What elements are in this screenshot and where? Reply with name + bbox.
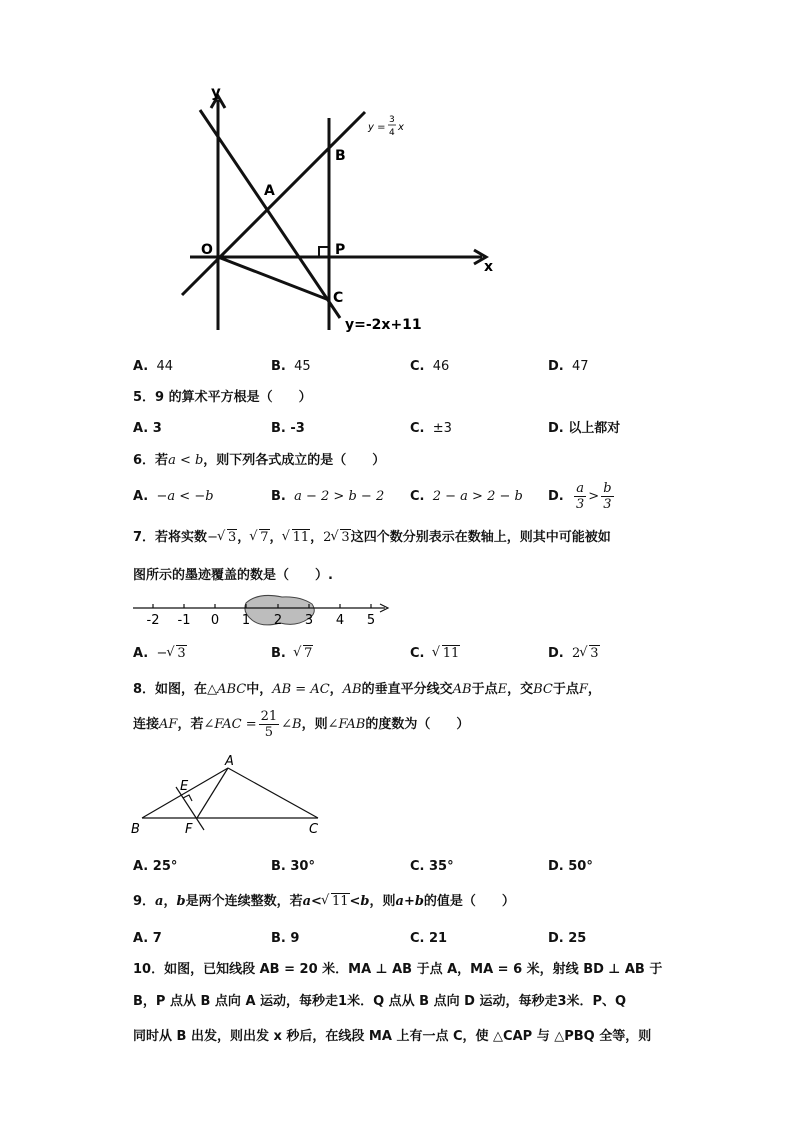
triangle-figure xyxy=(128,752,333,840)
x-axis-label: x xyxy=(484,259,494,275)
tri-label-c: C xyxy=(309,822,319,837)
label-a: A xyxy=(264,183,275,199)
line-y-neg2x-11 xyxy=(200,110,340,318)
q9-option-b: B. 9 xyxy=(271,931,300,946)
q5-option-b: B. -3 xyxy=(271,421,305,436)
label-b: B xyxy=(335,148,346,164)
tri-label-f: F xyxy=(185,822,193,837)
q4-option-a: A. 44 xyxy=(133,359,174,374)
q5-option-a: A. 3 xyxy=(133,421,162,436)
q6-option-b: B. a − 2 > b − 2 xyxy=(271,489,385,504)
line2-label: y=-2x+11 xyxy=(345,317,422,333)
q6-option-d: D. $\frac{a}{3}$ > $\frac{b}{3}$ xyxy=(548,481,612,512)
q6-option-a: A. −a < −b xyxy=(133,489,214,504)
q9-stem: 9．a，b是两个连续整数，若a<√ 11<b，则a+b的值是（ ） xyxy=(133,892,515,912)
q6-stem: 6．若a < b，则下列各式成立的是（ ） xyxy=(133,453,386,468)
q10-stem-line3: 同时从 B 出发，则出发 x 秒后，在线段 MA 上有一点 C，使 △CAP 与 △PBQ 全等，则 xyxy=(133,1029,652,1044)
tick-label-3: 3 xyxy=(304,613,314,628)
q8-option-b: B. 30° xyxy=(271,859,315,874)
q8-option-d: D. 50° xyxy=(548,859,593,874)
tick-label-neg2: -2 xyxy=(146,613,160,628)
q8-stem-line2: 连接AF，若∠FAC = $\frac{21}{5}$ ∠B，则∠FAB的度数为（ ） xyxy=(133,709,470,740)
q7-option-a: A. −√ 3 xyxy=(133,644,187,664)
q5-option-d: D. 以上都对 xyxy=(548,421,621,436)
q9-option-d: D. 25 xyxy=(548,931,587,946)
q8-option-a: A. 25° xyxy=(133,859,178,874)
q7-stem-line2: 图所示的墨迹覆盖的数是（ ）. xyxy=(133,568,333,583)
label-c: C xyxy=(333,290,344,306)
q4-option-b: B. 45 xyxy=(271,359,311,374)
line-y-3-4x xyxy=(182,112,365,295)
q8-option-c: C. 35° xyxy=(410,859,454,874)
q10-stem-line1: 10．如图，已知线段 AB = 20 米．MA ⊥ AB 于点 A，MA = 6 米，射线 BD ⊥ AB 于 xyxy=(133,962,663,977)
q4-option-c: C. 46 xyxy=(410,359,450,374)
tick-label-5: 5 xyxy=(366,613,376,628)
tick-label-4: 4 xyxy=(335,613,345,628)
q8-stem-line1: 8．如图，在△ABC中，AB = AC，AB的垂直平分线交AB于点E，交BC于点F， xyxy=(133,682,601,697)
tick-label-2: 2 xyxy=(273,613,283,628)
label-p: P xyxy=(335,242,346,258)
tri-label-b: B xyxy=(131,822,140,837)
tick-label-neg1: -1 xyxy=(177,613,191,628)
tri-label-e: E xyxy=(180,779,189,794)
coordinate-figure xyxy=(175,82,515,342)
number-line-figure xyxy=(130,592,395,632)
label-o: O xyxy=(201,242,213,258)
line1-label-var: x xyxy=(398,122,404,133)
q5-option-c: C. ±3 xyxy=(410,421,452,436)
q10-stem-line2: B，P 点从 B 点向 A 运动，每秒走1米．Q 点从 B 点向 D 运动，每秒走3米．P、Q xyxy=(133,994,627,1009)
q7-option-c: C. √ 11 xyxy=(410,644,460,664)
q7-stem-line1: 7．若将实数−√ 3，√ 7，√ 11，2√ 3这四个数分别表示在数轴上，则其中可能被如 xyxy=(133,528,611,548)
q4-option-d: D. 47 xyxy=(548,359,589,374)
q6-option-c: C. 2 − a > 2 − b xyxy=(410,489,523,504)
q7-option-b: B. √ 7 xyxy=(271,644,313,664)
line1-label-prefix: y = xyxy=(368,122,386,133)
tri-label-a: A xyxy=(225,754,234,769)
tick-label-1: 1 xyxy=(241,613,251,628)
q9-option-c: C. 21 xyxy=(410,931,448,946)
tick-label-0: 0 xyxy=(210,613,220,628)
q7-option-d: D. 2√ 3 xyxy=(548,644,600,664)
line1-label-den: 4 xyxy=(389,128,395,138)
line1-label-num: 3 xyxy=(389,115,395,125)
q9-option-a: A. 7 xyxy=(133,931,162,946)
q5-stem: 5．9 的算术平方根是（ ） xyxy=(133,390,312,405)
y-axis-label: y xyxy=(211,83,221,101)
